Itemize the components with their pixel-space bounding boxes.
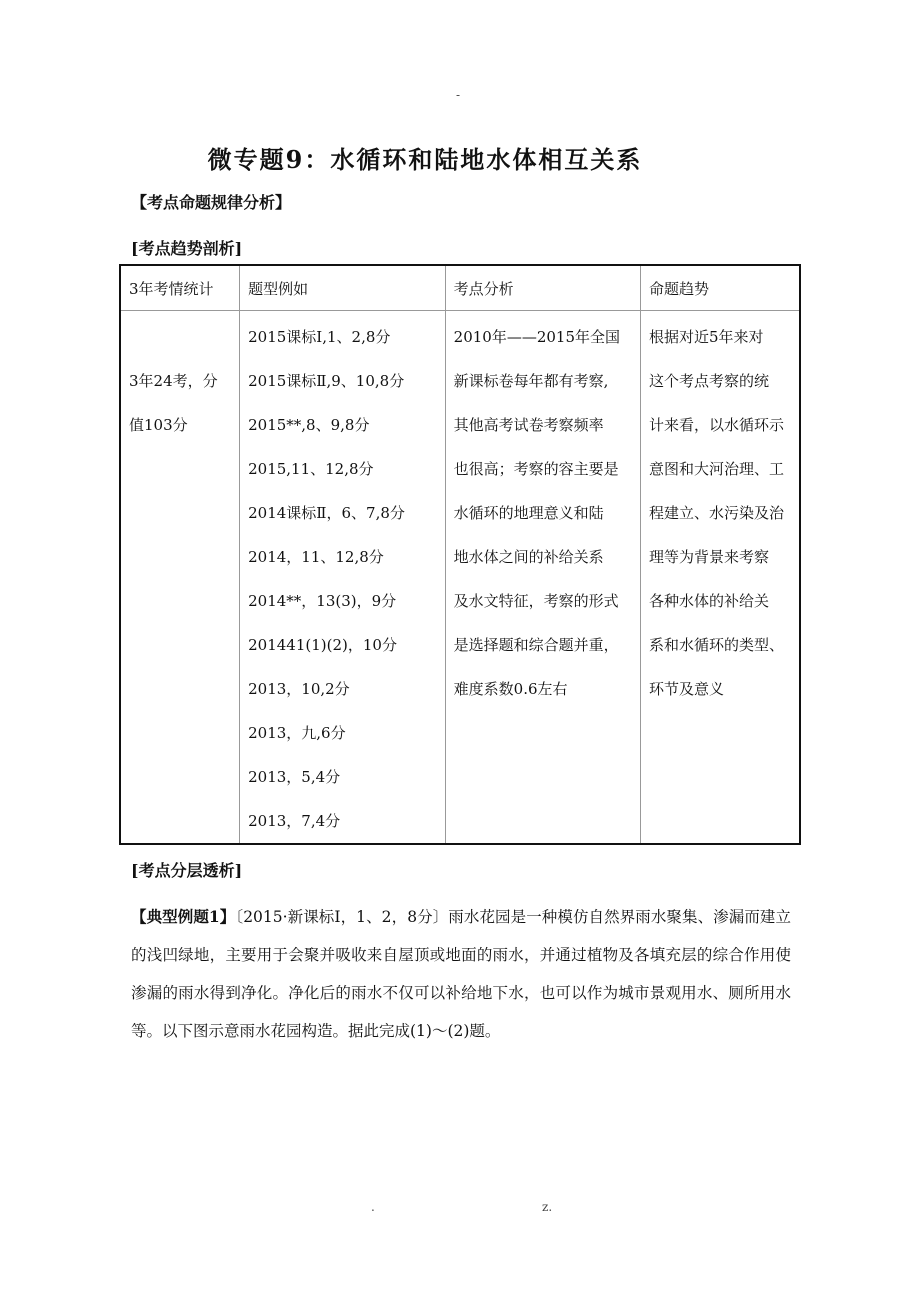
trend-line: 程建立、水污染及治: [648, 504, 784, 522]
analysis-line: 也很高；考察的容主要是: [453, 460, 619, 478]
exam-stats-table: [119, 264, 801, 845]
trend-line: 这个考点考察的统: [648, 372, 769, 390]
analysis-line: 地水体之间的补给关系: [453, 548, 604, 566]
example-item: 2015,11、12,8分: [248, 460, 374, 478]
section-heading-trend: [考点趋势剖析]: [131, 239, 243, 258]
page-header-mark: -: [456, 88, 461, 102]
example-item: 201441(1)(2)，10分: [248, 636, 397, 654]
table-header-row: [120, 265, 800, 311]
page-title: 微专题9：水循环和陆地水体相互关系: [207, 145, 643, 174]
example-lead: 【典型例题1】: [131, 907, 236, 926]
trend-line: 意图和大河治理、工: [648, 460, 784, 478]
trend-line: 计来看，以水循环示: [648, 416, 784, 434]
trend-line: 系和水循环的类型、: [648, 636, 784, 654]
example-text: 〔2015·新课标Ⅰ，1、2，8分〕雨水花园是一种模仿自然界雨水聚集、渗漏而建立的浅凹绿地，主要用于会聚并吸收来自屋顶或地面的雨水，并通过植物及各填充层的综合作用使渗漏的雨水得到净化。净化后的雨水不仅可以补给地下水，也可以作为城市景观用水、厕所用水等。以下图示意雨水花园构造。据此完成(1)～(2)题。: [131, 908, 791, 1040]
example-paragraph: [131, 898, 791, 1050]
header-examples: 题型例如: [240, 265, 446, 311]
example-item: 2014课标Ⅱ，6、7,8分: [248, 504, 405, 522]
header-stats: 3年考情统计: [120, 265, 240, 311]
example-item: 2014，11、12,8分: [248, 548, 384, 566]
analysis-line: 是选择题和综合题并重，: [453, 636, 619, 654]
header-analysis: 考点分析: [445, 265, 640, 311]
analysis-line: 及水文特征，考察的形式: [453, 592, 619, 610]
table-row: [120, 311, 800, 845]
header-trend: 命题趋势: [640, 265, 800, 311]
example-item: 2013，5,4分: [248, 768, 341, 786]
example-item: 2013，九,6分: [248, 724, 346, 742]
stats-line: 3年24考，分: [129, 372, 218, 390]
examples-cell: [240, 311, 446, 845]
footer-left-mark: .: [371, 1200, 375, 1214]
trend-line: 理等为背景来考察: [648, 548, 769, 566]
example-item: 2013，10,2分: [248, 680, 350, 698]
section-heading-layers: [考点分层透析]: [131, 861, 243, 880]
example-item: 2013，7,4分: [248, 812, 341, 830]
analysis-line: 2010年——2015年全国: [453, 328, 621, 346]
analysis-line: 难度系数0.6左右: [453, 680, 568, 698]
trend-line: 环节及意义: [648, 680, 724, 698]
example-item: 2015课标Ⅱ,9、10,8分: [248, 372, 405, 390]
footer-right-mark: z.: [542, 1200, 553, 1214]
stats-cell: [120, 311, 240, 845]
example-item: 2014**，13(3)，9分: [248, 592, 397, 610]
stats-line: 值103分: [129, 416, 188, 434]
trend-cell: [640, 311, 800, 845]
trend-line: 根据对近5年来对: [648, 328, 764, 346]
trend-line: 各种水体的补给关: [648, 592, 769, 610]
analysis-line: 其他高考试卷考察频率: [453, 416, 604, 434]
example-item: 2015**,8、9,8分: [248, 416, 370, 434]
section-heading-analysis: 【考点命题规律分析】: [131, 193, 292, 212]
analysis-line: 水循环的地理意义和陆: [453, 504, 604, 522]
analysis-cell: [445, 311, 640, 845]
example-item: 2015课标Ⅰ,1、2,8分: [248, 328, 391, 346]
analysis-line: 新课标卷每年都有考察,: [453, 372, 609, 390]
